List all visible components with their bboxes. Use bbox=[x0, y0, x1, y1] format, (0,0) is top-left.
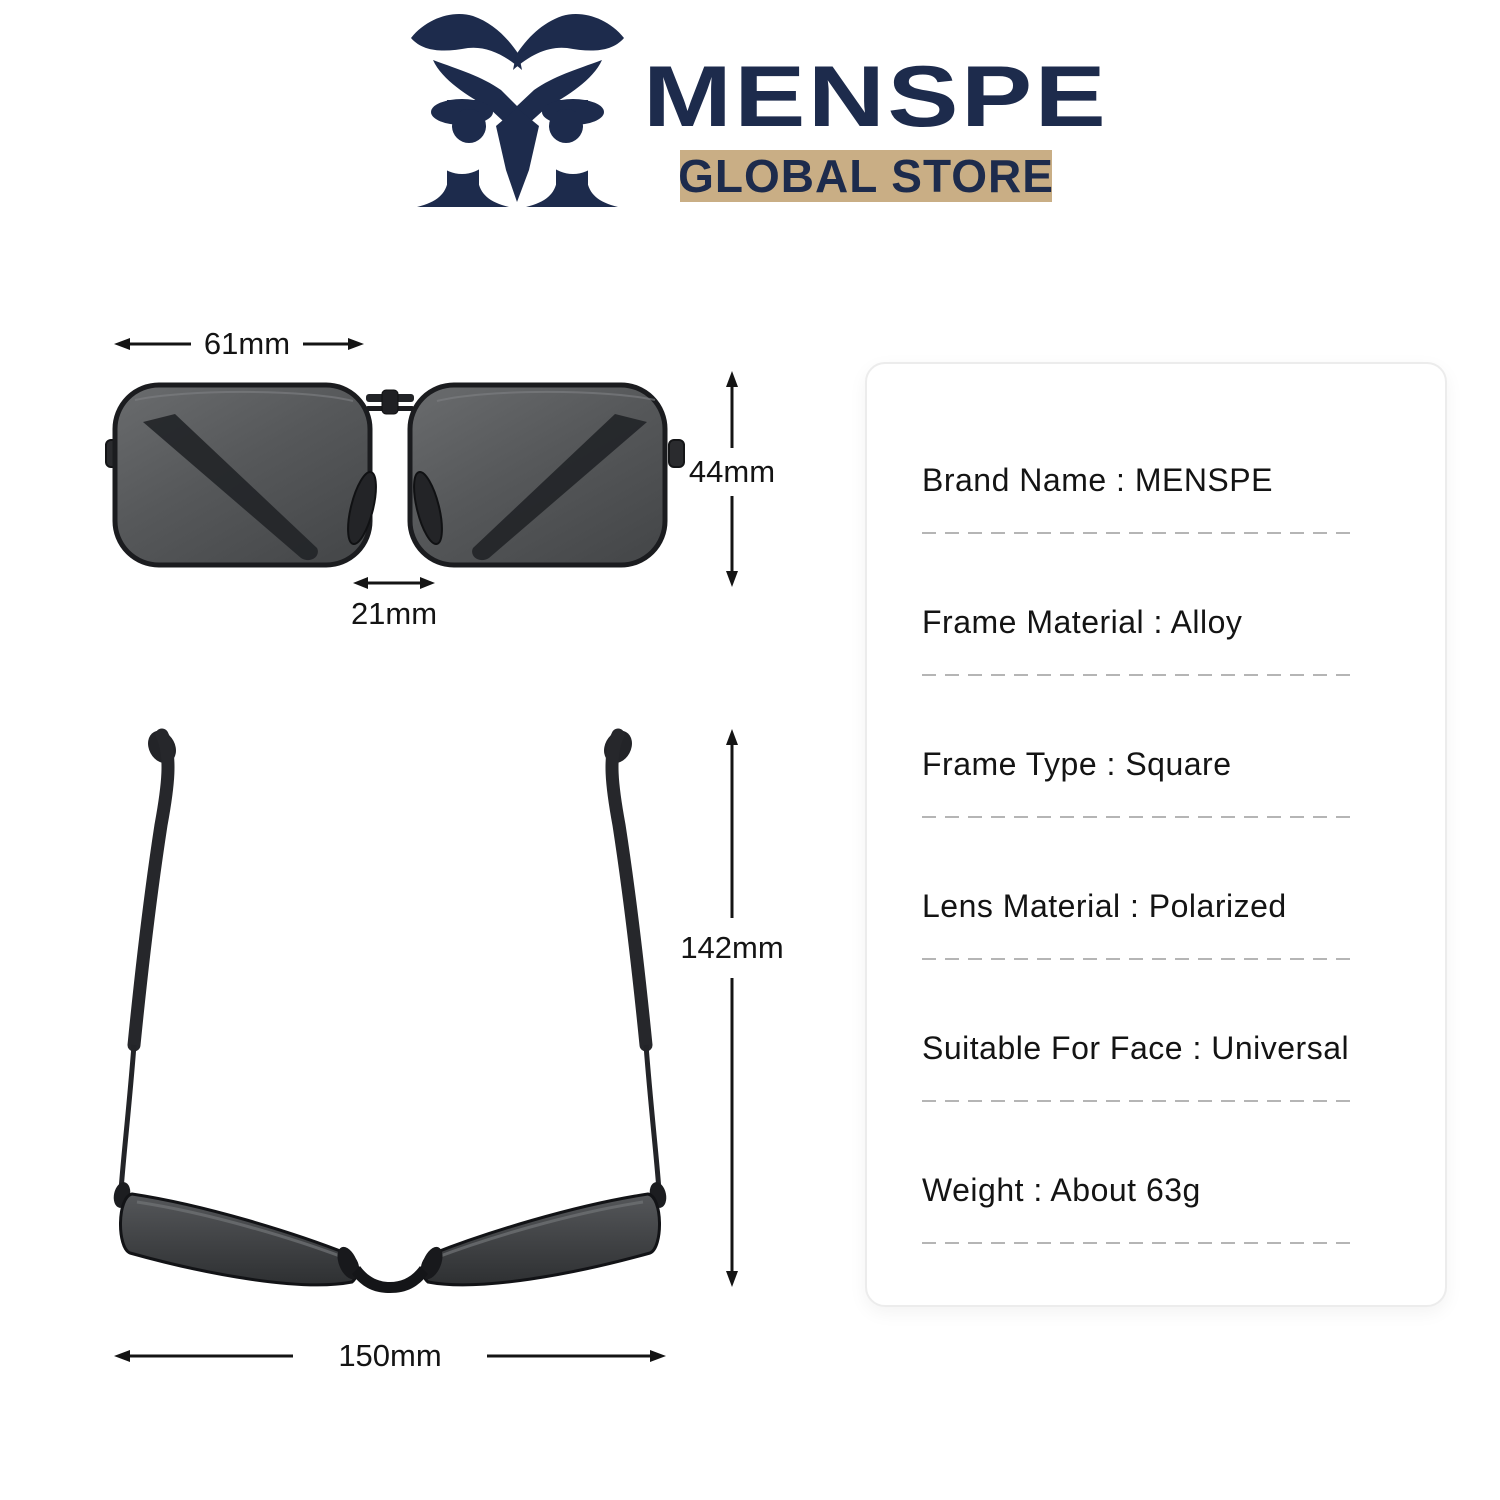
arrow-left-icon bbox=[113, 337, 191, 351]
spec-text: Weight : About 63g bbox=[922, 1172, 1201, 1208]
spec-rows bbox=[867, 419, 1445, 1271]
spec-row bbox=[867, 1129, 1445, 1271]
spec-text: Lens Material : Polarized bbox=[922, 888, 1287, 924]
spec-row bbox=[867, 987, 1445, 1129]
dim-temple-length bbox=[680, 728, 784, 1288]
spec-row bbox=[867, 703, 1445, 845]
spec-divider bbox=[922, 816, 1357, 818]
arrow-left-icon bbox=[113, 1349, 293, 1363]
store-banner-label: GLOBAL STORE bbox=[678, 150, 1054, 202]
spec-divider bbox=[922, 1242, 1357, 1244]
lens-height-label: 44mm bbox=[688, 454, 776, 489]
frame-width-label: 150mm bbox=[338, 1338, 442, 1373]
arrow-down-icon bbox=[724, 496, 740, 588]
sunglasses-front-view bbox=[105, 368, 685, 603]
brand-wordmark: MENSPE bbox=[643, 49, 1109, 145]
dim-lens-width bbox=[113, 326, 365, 362]
dim-lens-height bbox=[686, 370, 778, 588]
spec-divider bbox=[922, 532, 1357, 534]
sunglasses-top-view bbox=[105, 725, 675, 1315]
arrow-up-icon bbox=[724, 728, 740, 918]
owl-logo-icon bbox=[405, 10, 630, 207]
spec-text: Frame Material : Alloy bbox=[922, 604, 1243, 640]
arrow-right-icon bbox=[303, 337, 365, 351]
spec-row bbox=[867, 561, 1445, 703]
arrow-down-icon bbox=[724, 978, 740, 1288]
spec-divider bbox=[922, 958, 1357, 960]
spec-divider bbox=[922, 674, 1357, 676]
temple-length-label: 142mm bbox=[680, 930, 784, 965]
spec-text: Frame Type : Square bbox=[922, 746, 1232, 782]
arrow-up-icon bbox=[724, 370, 740, 448]
dim-frame-width bbox=[113, 1336, 667, 1376]
spec-text: Suitable For Face : Universal bbox=[922, 1030, 1350, 1066]
spec-divider bbox=[922, 1100, 1357, 1102]
arrow-right-icon bbox=[487, 1349, 667, 1363]
spec-text: Brand Name : MENSPE bbox=[922, 462, 1273, 498]
spec-panel bbox=[865, 362, 1447, 1307]
spec-row bbox=[867, 419, 1445, 561]
store-banner bbox=[680, 150, 1052, 202]
lens-width-label: 61mm bbox=[203, 326, 291, 361]
spec-row bbox=[867, 845, 1445, 987]
bridge-width-label: 21mm bbox=[350, 596, 438, 631]
